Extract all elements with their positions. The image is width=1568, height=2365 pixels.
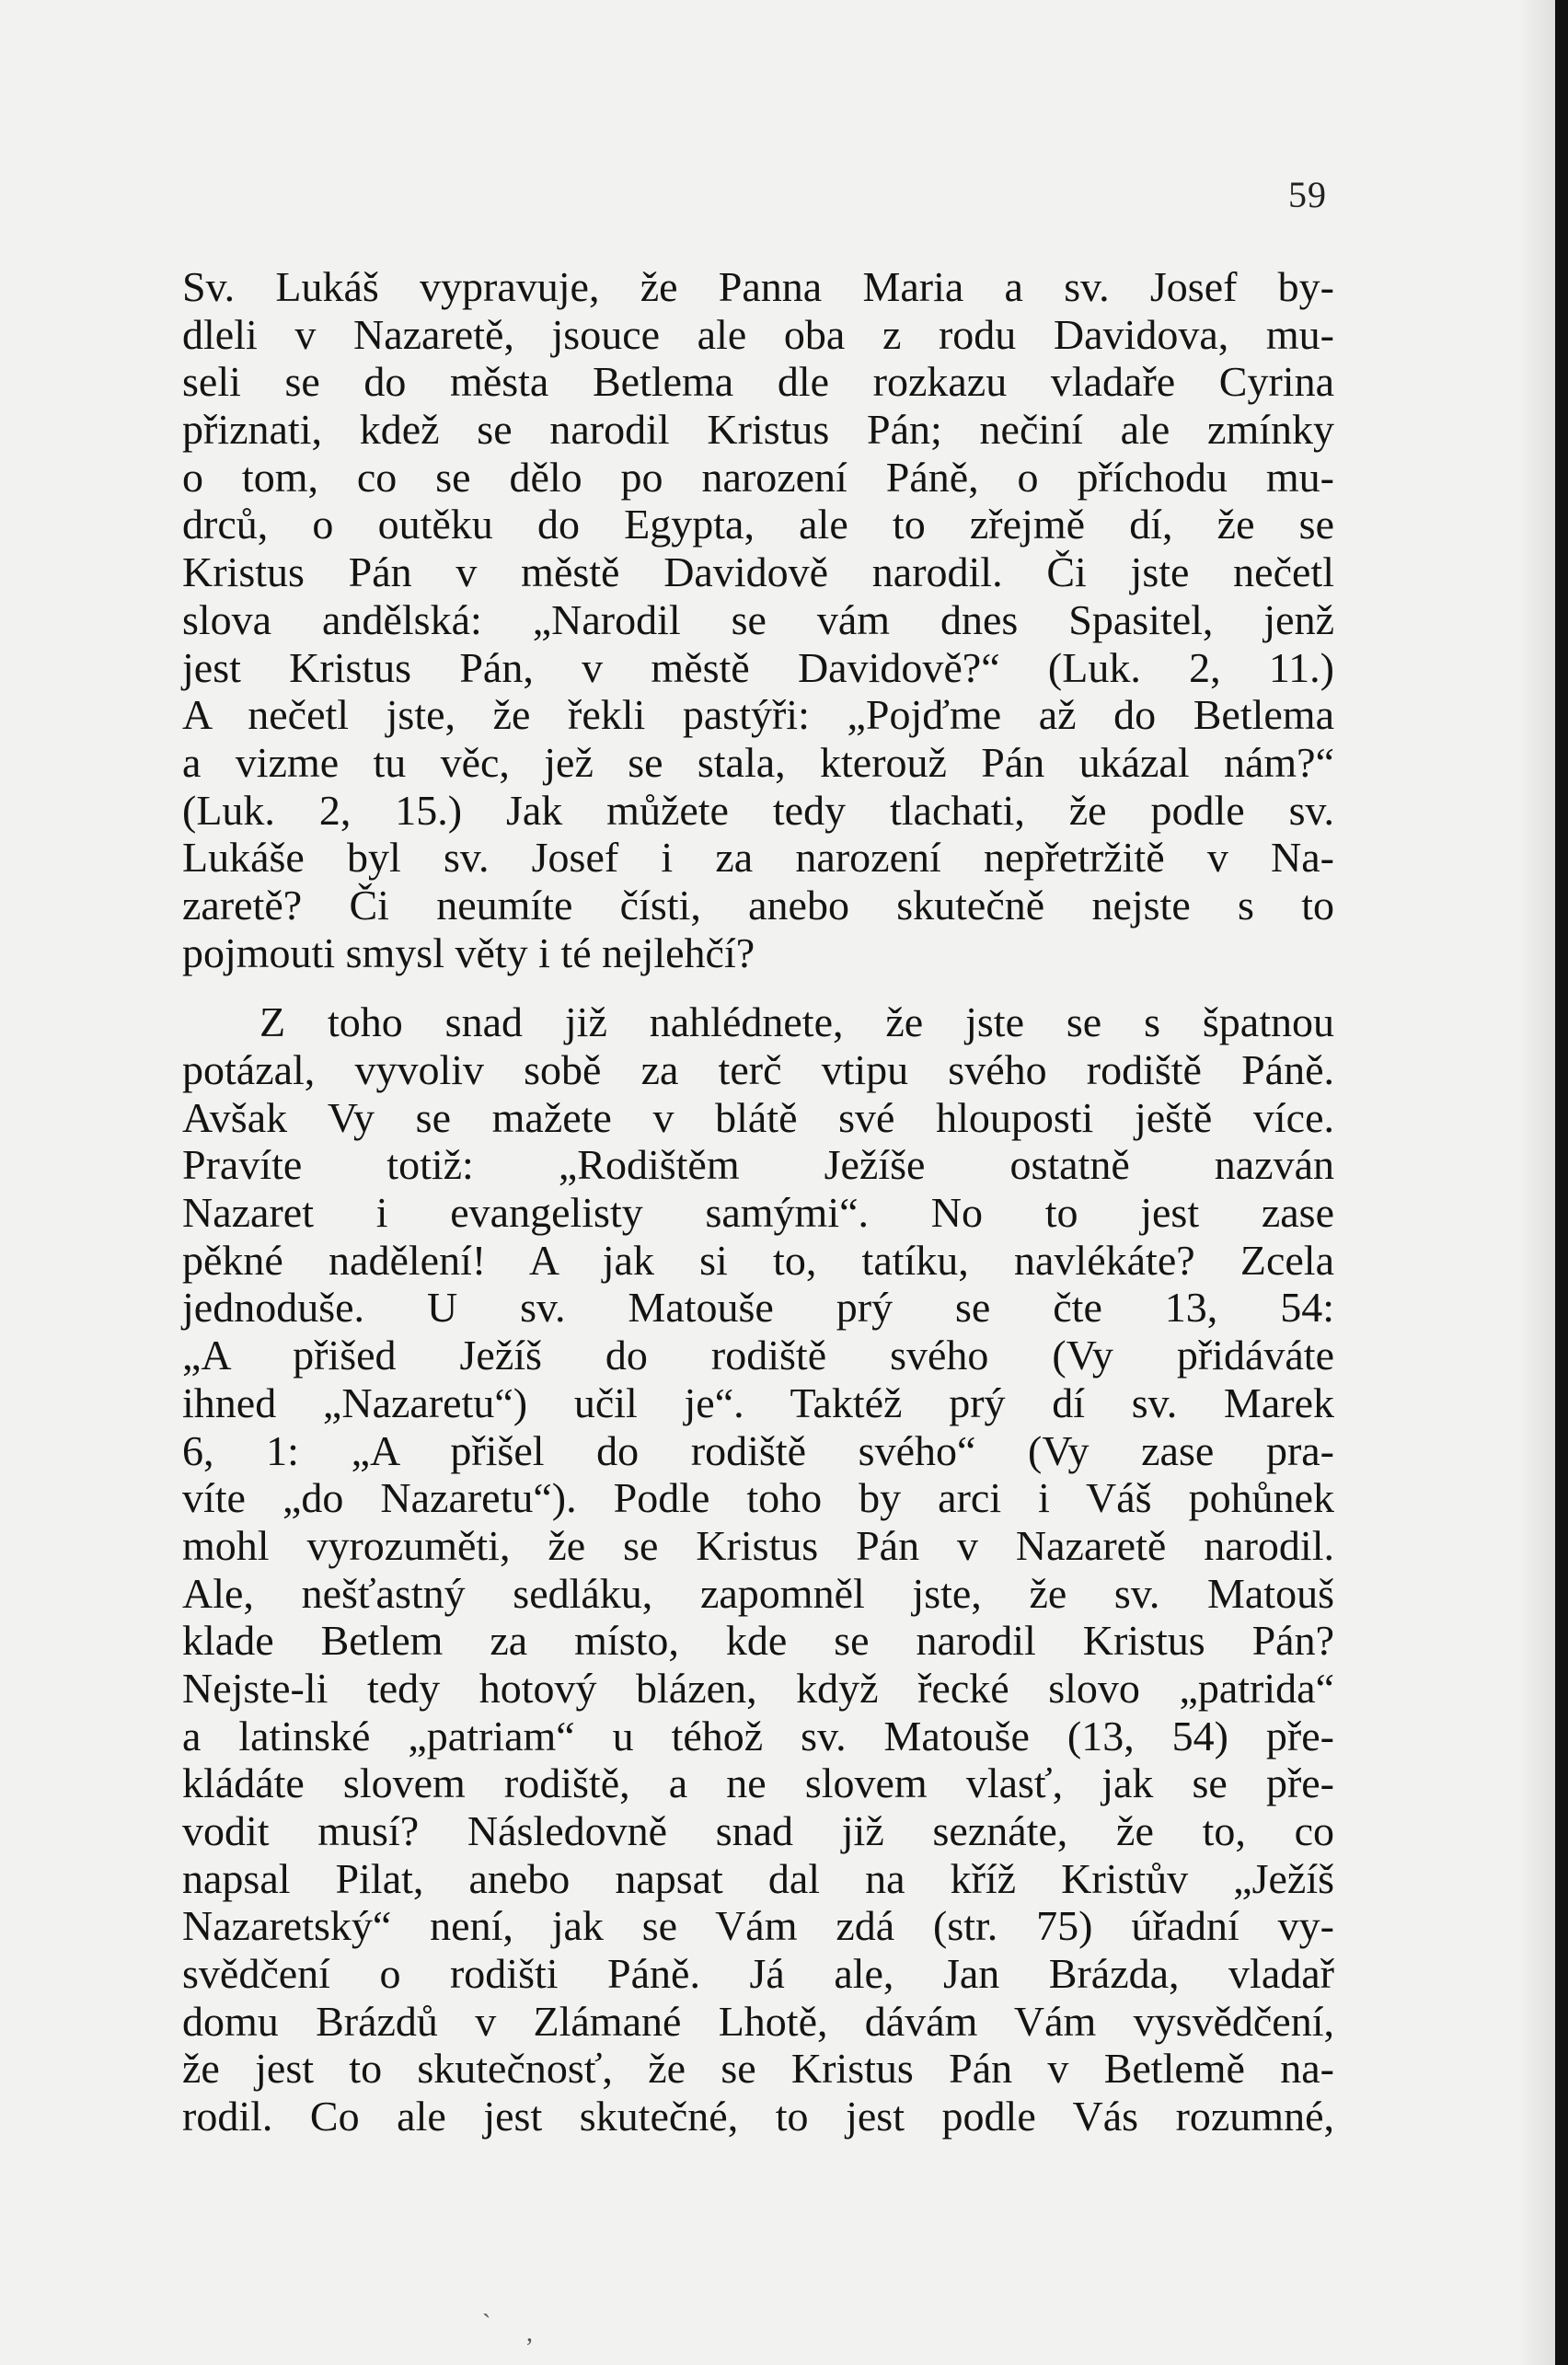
text-line: Lukáše byl sv. Josef i za narození nepřetržitě v Na- [182, 834, 1334, 882]
text-line: Kristus Pán v městě Davidově narodil. Či jste nečetl [182, 548, 1334, 596]
text-line: seli se do města Betlema dle rozkazu vladaře Cyrina [182, 358, 1334, 406]
text-line: o tom, co se dělo po narození Páně, o příchodu mu- [182, 453, 1334, 501]
text-line: že jest to skutečnosť, že se Kristus Pán v Betlemě na- [182, 2045, 1334, 2093]
text-line: potázal, vyvoliv sobě za terč vtipu svého rodiště Páně. [182, 1046, 1334, 1093]
text-line: víte „do Nazaretu“). Podle toho by arci i Váš pohůnek [182, 1474, 1334, 1522]
text-line: pojmouti smysl věty i té nejlehčí? [182, 929, 755, 976]
text-line: zaretě? Či neumíte čísti, anebo skutečně nejste s to [182, 881, 1334, 929]
text-line: přiznati, kdež se narodil Kristus Pán; nečiní ale zmínky [182, 406, 1334, 454]
page-edge-shadow [1518, 0, 1555, 2365]
text-line: Ale, nešťastný sedláku, zapomněl jste, že sv. Matouš [182, 1569, 1334, 1617]
text-line: Nazaret i evangelisty samými“. No to jest zase [182, 1189, 1334, 1237]
text-line: Z toho snad již nahlédnete, že jste se s špatnou [259, 998, 1334, 1046]
paragraph-2 [182, 998, 1334, 2140]
text-line: „A přišed Ježíš do rodiště svého (Vy přidáváte [182, 1332, 1334, 1379]
text-line: napsal Pilat, anebo napsat dal na kříž Kristův „Ježíš [182, 1854, 1334, 1902]
text-line: kládáte slovem rodiště, a ne slovem vlasť, jak se pře- [182, 1759, 1334, 1807]
text-line: drců, o outěku do Egypta, ale to zřejmě dí, že se [182, 501, 1334, 548]
page-number: 59 [1288, 174, 1327, 215]
text-line: Pravíte totiž: „Rodištěm Ježíše ostatně nazván [182, 1141, 1334, 1189]
text-line: A nečetl jste, že řekli pastýři: „Pojďme až do Betlema [182, 691, 1334, 739]
text-line: Avšak Vy se mažete v blátě své hlouposti ještě více. [182, 1093, 1334, 1141]
text-line: rodil. Co ale jest skutečné, to jest podle Vás rozumné, [182, 2093, 1334, 2140]
text-line: jest Kristus Pán, v městě Davidově?“ (Luk. 2, 11.) [182, 643, 1334, 691]
text-line: Nazaretský“ není, jak se Vám zdá (str. 75) úřadní vy- [182, 1902, 1334, 1950]
text-line: klade Betlem za místo, kde se narodil Kristus Pán? [182, 1617, 1334, 1665]
text-line: Nejste-li tedy hotový blázen, když řecké slovo „patrida“ [182, 1664, 1334, 1712]
text-line: vodit musí? Následovně snad již seznáte, že to, co [182, 1807, 1334, 1854]
scan-speck: , [526, 2319, 533, 2348]
text-line: Sv. Lukáš vypravuje, že Panna Maria a sv. Josef by- [182, 263, 1334, 310]
paragraph-gap [182, 976, 1334, 998]
body-text [182, 263, 1334, 2140]
text-line: slova andělská: „Narodil se vám dnes Spasitel, jenž [182, 595, 1334, 643]
text-line: a vizme tu věc, jež se stala, kterouž Pán ukázal nám?“ [182, 738, 1334, 786]
text-line: dleli v Nazaretě, jsouce ale oba z rodu Davidova, mu- [182, 310, 1334, 358]
text-line: 6, 1: „A přišel do rodiště svého“ (Vy zase pra- [182, 1426, 1334, 1474]
scan-speck: ` [482, 2310, 491, 2338]
text-line: ihned „Nazaretu“) učil je“. Taktéž prý dí sv. Marek [182, 1379, 1334, 1426]
text-line: jednoduše. U sv. Matouše prý se čte 13, 54: [182, 1284, 1334, 1332]
text-line: domu Brázdů v Zlámané Lhotě, dávám Vám vysvědčení, [182, 1997, 1334, 2045]
text-line: mohl vyrozuměti, že se Kristus Pán v Nazaretě narodil. [182, 1521, 1334, 1569]
text-line: a latinské „patriam“ u téhož sv. Matouše (13, 54) pře- [182, 1712, 1334, 1759]
paragraph-1 [182, 263, 1334, 976]
text-line: (Luk. 2, 15.) Jak můžete tedy tlachati, že podle sv. [182, 786, 1334, 834]
text-line: svědčení o rodišti Páně. Já ale, Jan Brázda, vladař [182, 1950, 1334, 1998]
text-line: pěkné nadělení! A jak si to, tatíku, navlékáte? Zcela [182, 1236, 1334, 1284]
